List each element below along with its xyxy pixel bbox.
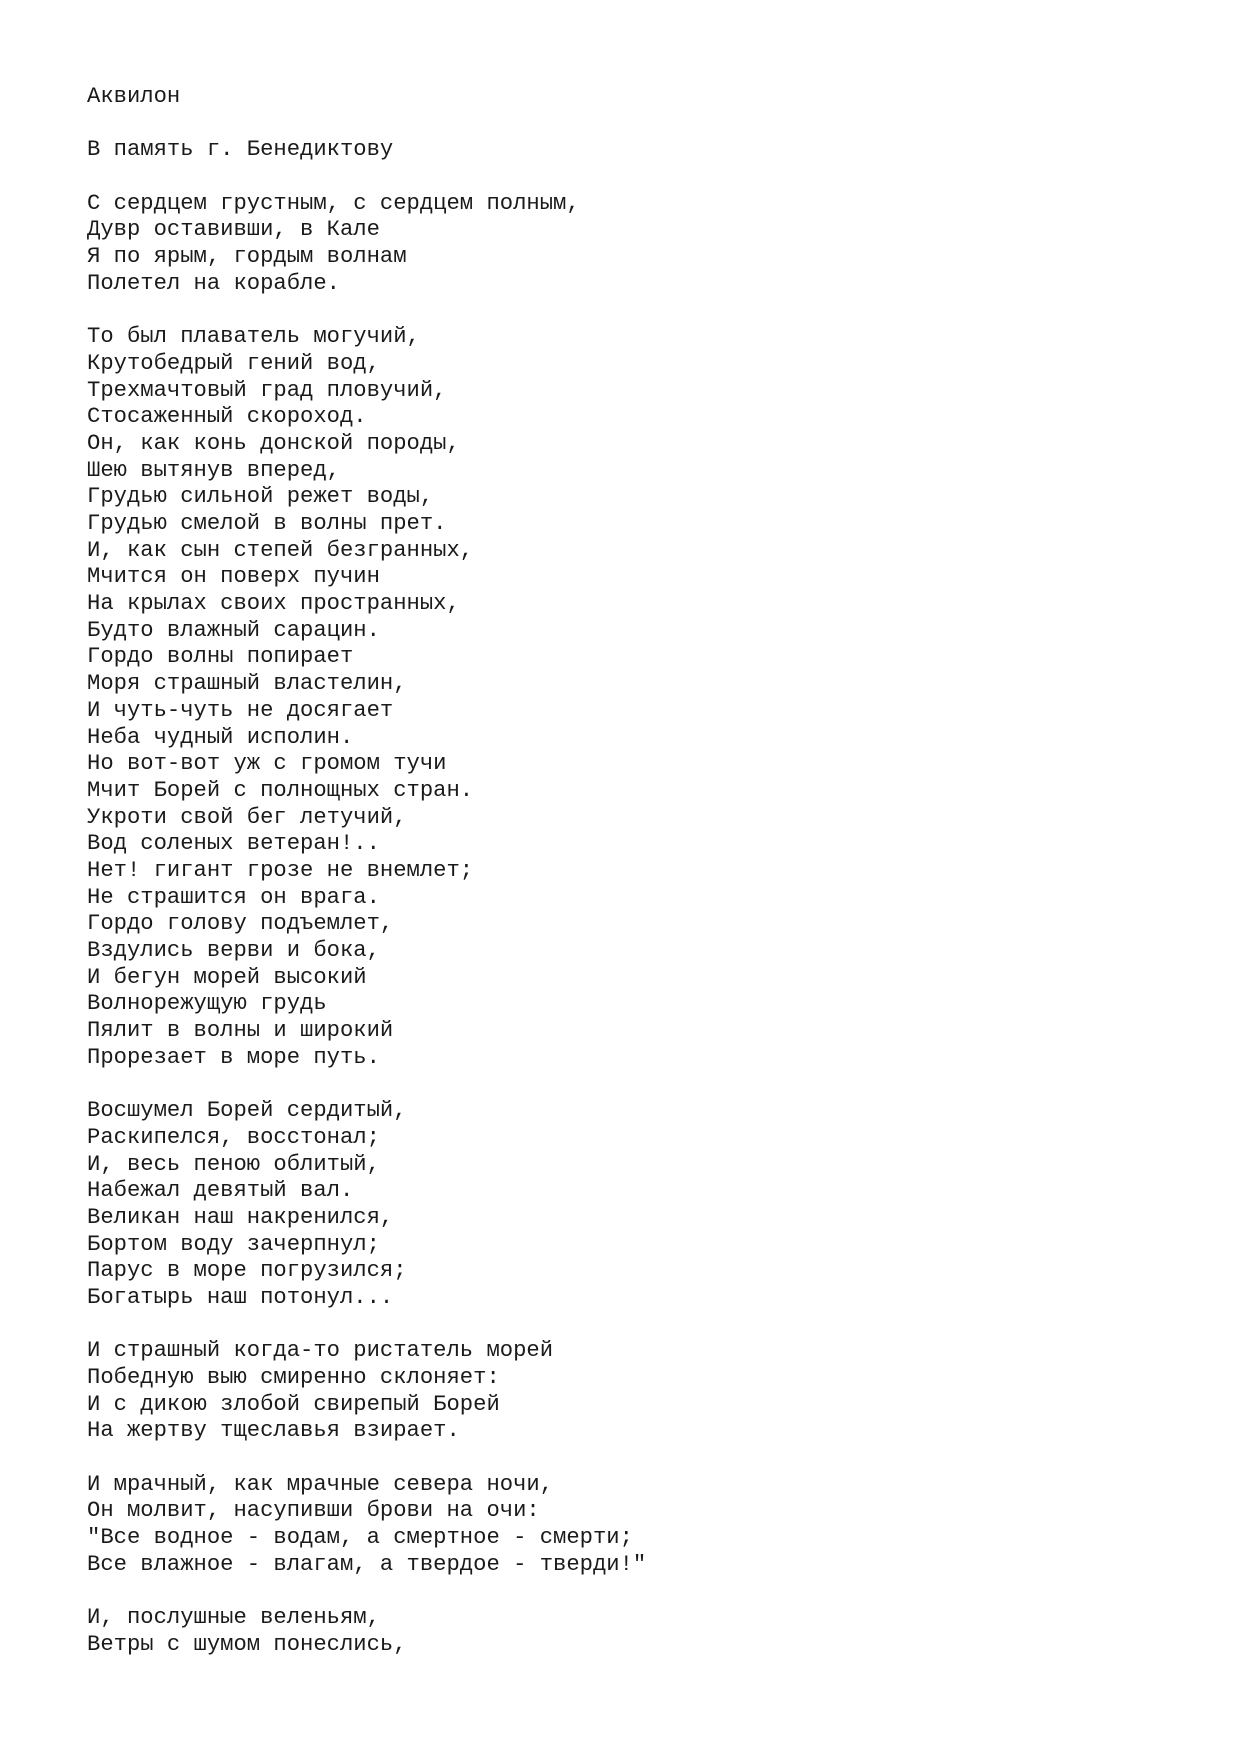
poem-line: Великан наш накренился, xyxy=(87,1204,394,1230)
poem-line: Грудью смелой в волны прет. xyxy=(87,511,447,536)
poem-line: Набежал девятый вал. xyxy=(87,1178,354,1204)
poem-line: Богатырь наш потонул... xyxy=(87,1284,394,1310)
poem-line: Мчится он поверх пучин xyxy=(87,564,380,590)
blank-line xyxy=(87,1445,1187,1472)
poem-text xyxy=(87,84,1187,1659)
blank-line xyxy=(87,298,1187,325)
poem-line: Раскипелся, восстонал; xyxy=(87,1124,380,1150)
poem-line: Парус в море погрузился; xyxy=(87,1258,407,1284)
poem-line: Моря страшный властелин, xyxy=(87,671,407,697)
poem-line: Крутобедрый гений вод, xyxy=(87,350,380,376)
poem-line: И чуть-чуть не досягает xyxy=(87,697,394,723)
poem-line: На крылах своих пространных, xyxy=(87,591,460,617)
blank-line xyxy=(87,164,1187,191)
poem-line: И мрачный, как мрачные севера ночи, xyxy=(87,1471,554,1497)
poem-line: Не страшится он врага. xyxy=(87,884,380,910)
poem-line: Гордо волны попирает xyxy=(87,644,354,670)
poem-line: Ветры с шумом понеслись, xyxy=(87,1631,407,1657)
poem-line: Я по ярым, гордым волнам xyxy=(87,244,407,270)
poem-line: Дувр оставивши, в Кале xyxy=(87,217,380,243)
poem-line: И, весь пеною облитый, xyxy=(87,1151,380,1177)
poem-line: Победную выю смиренно склоняет: xyxy=(87,1365,500,1390)
poem-line: Укроти свой бег летучий, xyxy=(87,804,407,830)
poem-line: И страшный когда-то ристатель морей xyxy=(87,1338,554,1364)
poem-line: Но вот-вот уж с громом тучи xyxy=(87,751,447,777)
poem-line: На жертву тщеславья взирает. xyxy=(87,1418,460,1444)
poem-line: Трехмачтовый град пловучий, xyxy=(87,377,447,403)
blank-line xyxy=(87,1579,1187,1606)
poem-line: Он молвит, насупивши брови на очи: xyxy=(87,1498,540,1524)
poem-line: Стосаженный скороход. xyxy=(87,404,367,430)
poem-dedication: В память г. Бенедиктову xyxy=(87,137,394,163)
poem-body xyxy=(87,191,1187,1659)
poem-line: Вод соленых ветеран!.. xyxy=(87,831,380,857)
poem-line: Вздулись верви и бока, xyxy=(87,938,380,963)
poem-line: Нет! гигант грозе не внемлет; xyxy=(87,857,474,883)
blank-line xyxy=(87,111,1187,138)
poem-line: Он, как конь донской породы, xyxy=(87,430,460,456)
poem-line: Пялит в волны и широкий xyxy=(87,1018,394,1044)
poem-line: С сердцем грустным, с сердцем полным, xyxy=(87,190,580,216)
poem-line: "Все водное - водам, а смертное - смерти; xyxy=(87,1525,633,1551)
poem-line: Волнорежущую грудь xyxy=(87,991,327,1017)
poem-line: Мчит Борей с полнощных стран. xyxy=(87,777,474,803)
poem-line: И бегун морей высокий xyxy=(87,964,367,990)
poem-line: Бортом воду зачерпнул; xyxy=(87,1231,380,1257)
poem-line: И, послушные веленьям, xyxy=(87,1605,380,1631)
poem-line: И с дикою злобой свирепый Борей xyxy=(87,1391,500,1417)
poem-line: Грудью сильной режет воды, xyxy=(87,484,434,510)
poem-line: То был плаватель могучий, xyxy=(87,324,420,350)
poem-line: Шею вытянув вперед, xyxy=(87,457,340,483)
poem-line: И, как сын степей безгранных, xyxy=(87,537,474,563)
poem-line: Прорезает в море путь. xyxy=(87,1044,380,1070)
poem-line: Полетел на корабле. xyxy=(87,270,340,296)
poem-line: Будто влажный сарацин. xyxy=(87,617,380,643)
blank-line xyxy=(87,1071,1187,1098)
poem-line: Восшумел Борей сердитый, xyxy=(87,1098,407,1124)
poem-title: Аквилон xyxy=(87,84,181,109)
blank-line xyxy=(87,1312,1187,1339)
poem-line: Неба чудный исполин. xyxy=(87,724,354,750)
poem-line: Все влажное - влагам, а твердое - тверди!" xyxy=(87,1551,647,1577)
poem-line: Гордо голову подъемлет, xyxy=(87,911,394,937)
